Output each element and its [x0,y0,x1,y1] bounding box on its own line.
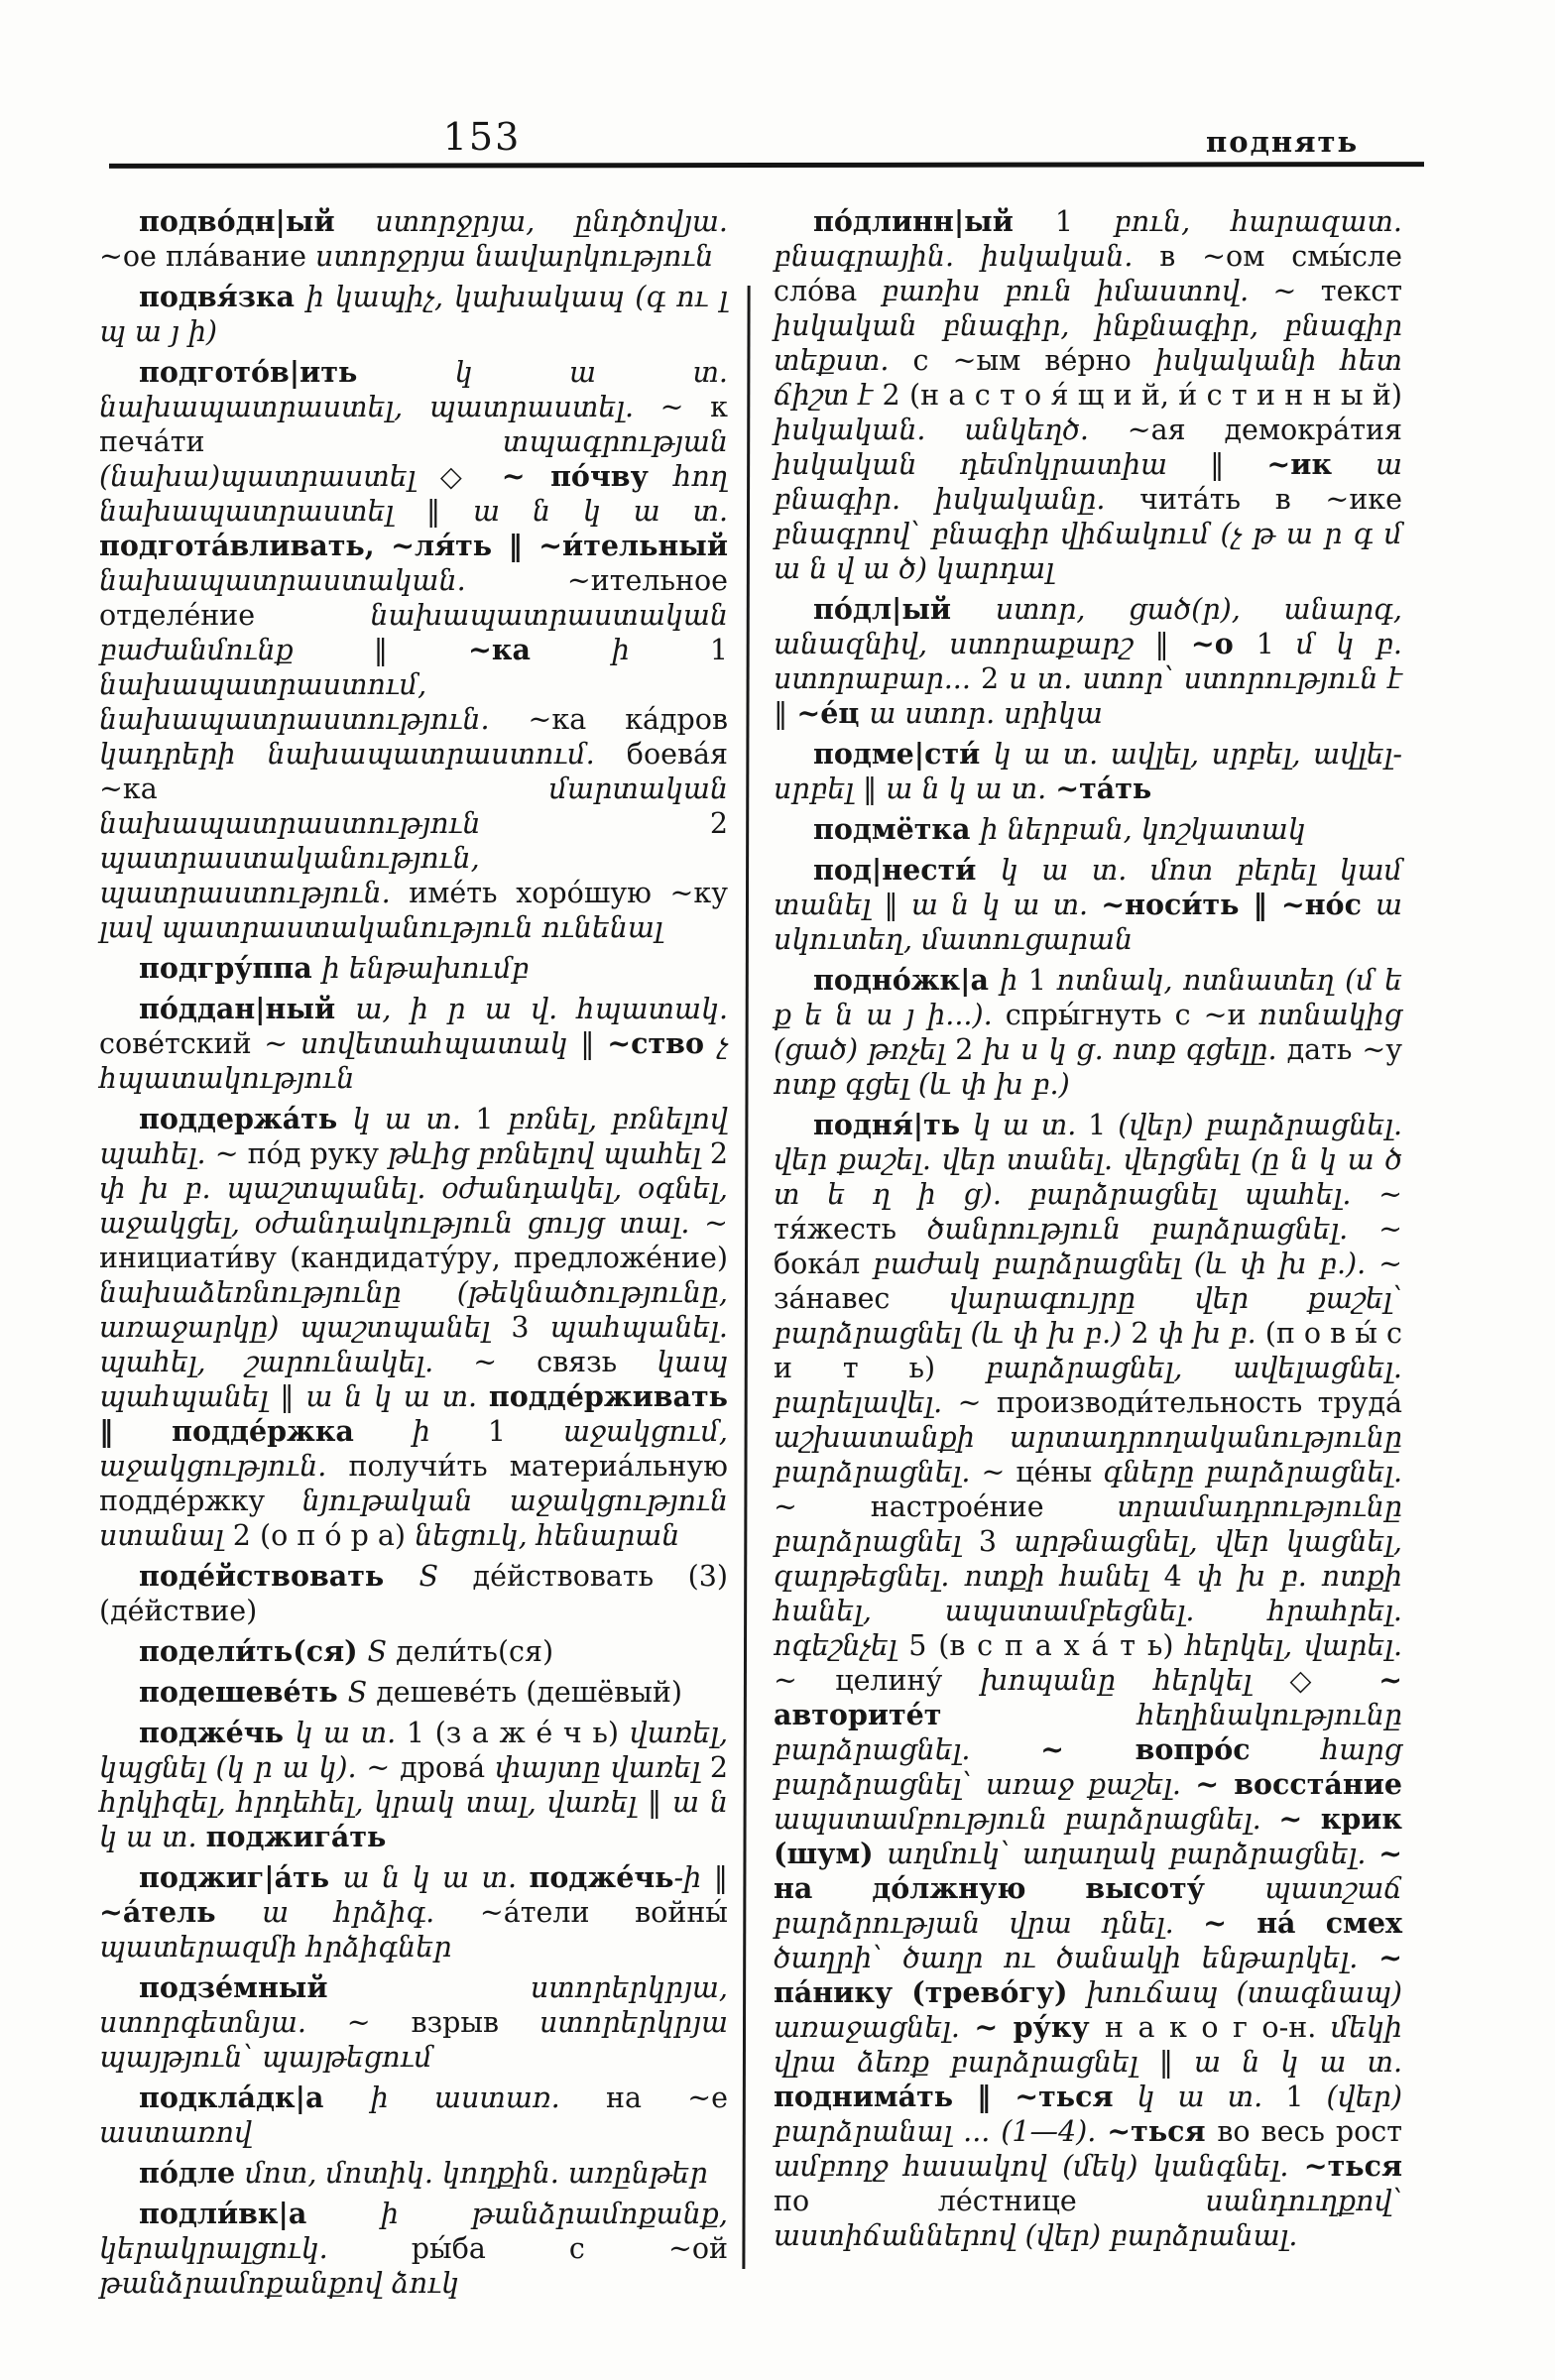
russian-text: дешеве́ть (дешёвый) [376,1676,682,1709]
armenian-text: պատրաստականություն, պատրաստություն. [99,842,480,909]
headword-text: ~та́ть [1055,772,1152,805]
armenian-text: ամբողջ հասակով (մեկ) կանգնել. [774,2150,1304,2183]
armenian-text: աստառով [99,2116,253,2149]
russian-text: ‖ [1158,2046,1195,2079]
headword-text: подже́чь [529,1860,674,1894]
russian-text: ◇ [1289,1664,1379,1697]
russian-text: ‖ [1210,448,1267,481]
armenian-text: աշխատանքի արտադրողականությունը բարձրացնել. [774,1421,1402,1488]
armenian-text: պատշաճ բարձրության վրա դնել. [774,1872,1402,1940]
column-divider [742,286,750,2269]
headword-text: по́дл|ый [813,592,996,626]
russian-text: 2 (о п о́ р а) [232,1519,416,1552]
right-column [774,204,1402,2259]
headword-text: ~ на́ смех [1203,1906,1402,1940]
russian-text: ~ инициати́ву (кандидату́ру, предложе́ние) [99,1207,728,1274]
dictionary-entry [99,1559,728,1628]
armenian-text: S [347,1676,377,1709]
armenian-text: ա ն կ ա տ. [910,889,1102,921]
russian-text: 2 [709,1751,728,1784]
armenian-text: ա ն կ ա տ. [886,773,1056,805]
headword-text: подме|сти́ [813,737,994,771]
armenian-text: խ ս կ ց. ոտք գցելը. [983,1033,1287,1066]
armenian-text: ստոր, ցած(ր), անարգ, անազնիվ, ստորաքարշ [774,593,1402,660]
armenian-text: նախաձեռնությունը (թեկնածությունը, առաջարկը) պաշտպանել [99,1276,728,1344]
armenian-text: պատերազմի հրձիգներ [99,1931,452,1964]
headword-text: ~о [1190,627,1256,660]
armenian-text: բուն, հարազատ. բնագրային. իսկական. [774,205,1402,273]
headword-text: под|нести́ [813,853,1001,887]
headword-text: ~ по́чву [501,459,674,493]
russian-text: чита́ть в ~ике [1139,483,1402,516]
russian-text: 4 [1163,1560,1197,1593]
russian-text: име́ть хоро́шую ~ку [409,877,728,909]
armenian-text: հերկել, վարել. [1185,1629,1402,1662]
russian-text: ‖ [580,1027,608,1060]
russian-text: ~ по́д руку [214,1137,389,1170]
armenian-text: ստորերկրյա պայթյուն՝ պայթեցում [99,2006,729,2074]
armenian-text: պահպանել. պահել, շարունակել. [99,1311,728,1378]
headword-text: подзе́мный [139,1970,531,2004]
page-number: 153 [442,115,522,159]
header-rule [109,162,1424,169]
russian-text: ~ тя́жесть [774,1178,1402,1246]
armenian-text: փ խ բ. պաշտպանել. օժանդակել, օգնել, աջակցել, օժանդակություն ցույց տալ. [99,1172,728,1240]
armenian-text: կապ պահպանել [99,1346,729,1413]
armenian-text: ա, ի ր ա վ. հպատակ. [355,993,729,1025]
armenian-text: ի ենթախումբ [321,952,530,985]
russian-text: ~ целину́ [774,1664,981,1697]
headword-text: ~ка [468,633,612,666]
armenian-text: ապստամբություն բարձրացնել. [774,1803,1279,1836]
russian-text: 2 [955,1033,984,1066]
headword-text: подня́|ть [813,1108,973,1141]
armenian-text: սանդուղքով՝ աստիճաններով (վեր) բարձրանալ. [774,2185,1402,2252]
armenian-text: ա ն կ ա տ. [99,1786,729,1853]
armenian-text: տրամադրությունը բարձրացնել [774,1490,1402,1558]
headword-text: ~ вопро́с [1040,1732,1322,1766]
armenian-text: փ խ բ. [1157,1317,1265,1350]
armenian-text: գները բարձրացնել. [1103,1456,1402,1488]
russian-text: боева́я ~ка [99,738,728,805]
dictionary-entry [99,2081,728,2150]
armenian-text: S [367,1635,397,1668]
left-column [99,204,728,2307]
headword-text: поднима́ть ‖ ~ться [774,2080,1137,2113]
russian-text: ◇ [439,460,502,493]
headword-text: поджига́ть [205,1820,387,1853]
armenian-text: ա բնագիր. իսկականը. [774,448,1403,516]
armenian-text: իսկական. անկեղծ. [774,414,1128,446]
dictionary-entry [99,951,728,986]
armenian-text: հրկիզել, հրդեհել, կրակ տալ, վառել [99,1786,648,1819]
armenian-text: ի ներբան, կոշկատակ [980,813,1306,846]
armenian-text: բնագրով՝ բնագիր վիճակում (չ թ ա ր գ մ ա ն վ ա ծ) կարդալ [774,518,1402,585]
armenian-text: բաժակ բարձրացնել (և փ խ բ.). [873,1248,1379,1280]
russian-text: 2 [709,807,728,840]
headword-text: ~ться [1107,2114,1218,2148]
russian-text: де́йствовать (3) (де́йствие) [99,1560,729,1627]
armenian-text: S [419,1560,473,1593]
armenian-text: մարտական նախապատրաստություն [99,773,728,840]
russian-text: ‖ [713,1861,728,1894]
armenian-text: չ հպատակություն [99,1027,728,1095]
russian-text: ~ка ка́дров [528,703,729,736]
armenian-text: թանձրամոքանքով ձուկ [99,2267,459,2300]
armenian-text: ա հրձիգ. [262,1896,480,1929]
dictionary-entry [99,1634,728,1669]
russian-text: (п о в ы́ с и т ь) [774,1317,1403,1384]
russian-text: ~ительное отделе́ние [99,564,728,632]
armenian-text: նյութական աջակցություն ստանալ [99,1485,729,1552]
headword-text: подже́чь [139,1716,296,1749]
headword-text: ~ ру́ку [974,2010,1106,2044]
russian-text: ры́ба с ~ой [411,2232,728,2265]
dictionary-entry [99,280,728,349]
russian-text: во весь рост [1217,2115,1403,2148]
armenian-text: (վեր) բարձրացնել. վեր քաշել. վեր տանել. վերցնել (ը ն կ ա ծ տ ե ղ ի ց). բարձրացնել պահել. [774,1109,1402,1211]
armenian-text: կ ա տ. [352,1103,476,1135]
armenian-text: հող նախապատրաստել [99,460,728,528]
armenian-text: նեցուկ, հենարան [415,1519,680,1552]
russian-text: ‖ [862,773,887,805]
armenian-text: աջակցում, աջակցություն. [99,1415,728,1483]
armenian-text: մոտ, մոտիկ. կողքին. առընթեր [245,2157,708,2190]
russian-text: ~ настрое́ние [774,1490,1118,1523]
headword-text: поджиг|а́ть [139,1860,343,1894]
armenian-text: ա ստոր. սրիկա [869,697,1103,730]
armenian-text: բառիս բուն իմաստով. [881,275,1273,307]
dictionary-entry [99,1970,728,2075]
russian-text: 1 [1088,1109,1119,1141]
headword-text: по́дле [139,2156,246,2190]
russian-text: 1 [1256,628,1296,660]
armenian-text: իսկականի հետ ճիշտ է [774,344,1402,412]
russian-text: ‖ [373,634,468,666]
armenian-text: փայտը վառել [494,1751,710,1784]
headword-text: ~а́тель [99,1895,263,1929]
armenian-text: փ խ բ. ոտքի հանել, ապստամբեցնել. հրահրել. ոգեշնչել [774,1560,1402,1662]
russian-text: ~ к печа́ти [99,391,728,458]
russian-text: ~ дрова́ [366,1751,495,1784]
armenian-text: բարձրացնել, ավելացնել. բարելավել. [774,1352,1402,1419]
russian-text: ~ взрыв [346,2006,539,2039]
armenian-text: ս տ. ստոր՝ ստորություն է [1009,662,1402,695]
armenian-text: մ կ բ. ստորաբար... [774,628,1402,695]
armenian-text: ի [611,634,710,666]
armenian-text: տպագրության (նախա)պատրաստել [99,425,728,493]
dictionary-entry [99,992,728,1096]
russian-text: ‖ [647,1786,672,1819]
headword-text: подво́дн|ый [139,204,376,238]
armenian-text: վարագույրը վեր քաշել՝ բարձրացնել (և փ խ բ.) [774,1282,1402,1350]
dictionary-entry [99,2156,728,2191]
russian-text: 5 (в с п а х а́ т ь) [908,1629,1186,1662]
dictionary-entry [774,853,1402,957]
armenian-text: իսկական դեմոկրատիա [774,448,1211,481]
headword-text: подешеве́ть [139,1675,348,1709]
armenian-text: կ ա տ. մոտ բերել կամ տանել [774,854,1402,921]
armenian-text: կ ա տ. [1136,2081,1286,2113]
headword-text: по́длинн|ый [813,204,1055,238]
russian-text: 1 [1285,2081,1327,2113]
russian-text: ‖ [425,495,474,528]
dictionary-entry [99,1860,728,1964]
dictionary-entry [99,1675,728,1710]
headword-text: подде́рживать ‖ подде́ржка [99,1379,729,1448]
headword-text: ~носи́ть ‖ ~но́с [1101,888,1376,921]
armenian-text: ա ն կ ա տ. [342,1861,530,1894]
dictionary-entry [99,1716,728,1854]
headword-text: поде́йствовать [139,1559,419,1593]
dictionary-entry [774,812,1402,847]
dictionary-entry [774,592,1402,731]
armenian-text: -ի [673,1861,714,1894]
armenian-text: ոտք գցել (և փ խ բ.) [774,1068,1070,1101]
armenian-text: մեկի վրա ձեռք բարձրացնել [774,2011,1402,2079]
armenian-text: կ ա տ. [295,1717,407,1749]
russian-text: дать ~у [1286,1033,1403,1066]
armenian-text: նախապատրաստում, նախապատրաստություն. [99,668,529,736]
dictionary-entry [774,204,1402,586]
armenian-text: ի կապիչ, կախակապ (գ ու լ պ ա յ ի) [99,281,728,348]
russian-text: ~ производи́тельность труда́ [957,1386,1402,1419]
russian-text: 3 [978,1525,1015,1558]
russian-text: ~ бока́л [774,1213,1402,1280]
headword-text: подгру́ппа [139,951,322,985]
russian-text: 2 [1131,1317,1158,1350]
dictionary-entry [99,2197,728,2301]
headword-text: подвя́зка [139,280,306,313]
russian-text: ~ая демокра́тия [1127,414,1402,446]
armenian-text: ծանրություն բարձրացնել. [926,1213,1379,1246]
armenian-text: իսկական բնագիր, ինքնագիր, բնագիր տեքստ. [774,309,1402,377]
russian-text: 1 [1027,964,1057,997]
russian-text: сове́тский ~ [99,1027,300,1060]
russian-text: н а к о г о-н. [1105,2011,1331,2044]
armenian-text: վառել, կպցնել (կ ր ա կ). [99,1717,729,1784]
headword-text: ~ на до́лжную высоту́ [774,1837,1402,1905]
russian-text: ‖ [884,889,911,921]
russian-text: 2 (н а с т о я́ щ и й, и́ с т и н н ы й) [882,379,1402,412]
headword-text: подмётка [813,812,981,846]
headword-text: ~ авторите́т [774,1663,1402,1731]
armenian-text: հեղինակությունը բարձրացնել. [774,1699,1402,1766]
dictionary-entry [99,355,728,945]
headword-text: поддержа́ть [139,1102,353,1135]
headword-text: ~ восста́ние [1195,1767,1402,1801]
russian-text: 3 [511,1311,550,1344]
armenian-text: կ ա տ. ավլել, սրբել, ավլել-սրբել [774,738,1402,805]
armenian-text: կ ա տ. [972,1109,1089,1141]
dictionary-entry [99,1102,728,1553]
armenian-text: աղմուկ՝ աղաղակ բարձրացնել. [887,1838,1379,1870]
headword-text: ~ па́нику (трево́гу) [774,1941,1402,2009]
russian-text: по ле́стнице [774,2185,1206,2217]
russian-text: 1 [487,1415,564,1448]
headword-text: подли́вк|а [139,2197,381,2230]
armenian-text: ա ն կ ա տ. [1194,2046,1403,2079]
russian-text: 1 [475,1103,508,1135]
armenian-text: ոտնակից (ցած) թռչել [774,999,1402,1066]
armenian-text: սովետահպատակ [299,1027,581,1060]
russian-text: дели́ть(ся) [396,1635,554,1668]
headword-text: подкла́дк|а [139,2081,371,2114]
armenian-text: (վեր) բարձրանալ ... (1—4). [774,2081,1402,2148]
headword-text: подгото́в|ить [139,355,455,389]
armenian-text: խուճապ (տագնապ) առաջացնել. [774,1976,1402,2044]
armenian-text: ի աստառ. [370,2082,606,2114]
headword-text: подгота́вливать, ~ля́ть ‖ ~и́тельный [99,529,728,562]
russian-text: на ~е [605,2082,728,2114]
russian-text: ‖ [1154,628,1191,660]
dictionary-entry [774,1108,1402,2253]
armenian-text: ոտնակ, ոտնատեղ (մ ե ք ե ն ա յ ի...). [774,964,1402,1031]
russian-text: получи́ть материа́льную подде́ржку [99,1450,728,1517]
armenian-text: կադրերի նախապատրաստում. [99,738,627,771]
headword-text: подели́ть(ся) [139,1634,368,1668]
armenian-text: նախապատրաստական. [99,564,567,597]
russian-text: ~а́тели войны́ [479,1896,728,1929]
armenian-text: ստորջրյա, ընդծովյա. [375,205,728,238]
armenian-text: լավ պատրաստականություն ունենալ [99,911,663,944]
russian-text: ~ текст [1272,275,1402,307]
armenian-text: ա ն կ ա տ. [305,1380,489,1413]
russian-text: спры́гнуть с ~и [1005,999,1259,1031]
russian-text: ‖ [774,697,797,730]
russian-text: 2 [981,662,1010,695]
armenian-text: ծաղրի՝ ծաղր ու ծանակի ենթարկել. [774,1942,1379,1974]
russian-text: ‖ [280,1380,306,1413]
armenian-text: կ ա տ. նախապատրաստել, պատրաստել. [99,356,728,423]
headword-text: подно́жк|а [813,963,1001,997]
armenian-text: ի [1000,964,1028,997]
headword-text: ~ство [607,1026,718,1060]
armenian-text: ի թանձրամոքանք, կերակրալցուկ. [99,2198,728,2265]
armenian-text: նախապատրաստական բաժանմունք [99,599,728,666]
headword-text: ~ крик (шум) [774,1802,1402,1870]
armenian-text: ստորերկրյա, ստորգետնյա. [99,1971,728,2039]
headword-text: ~ться [1303,2149,1402,2183]
armenian-text: ի [412,1415,488,1448]
russian-text: в ~ом смы́сле сло́ва [774,240,1402,307]
armenian-text: թևից բռնելով պահել [388,1137,710,1170]
dictionary-entry [99,204,728,274]
russian-text: ~ за́навес [774,1248,1402,1315]
russian-text: ~ це́ны [981,1456,1104,1488]
armenian-text: բռնել, բռնելով պահել. [99,1103,728,1170]
armenian-text: ա ն կ ա տ. [473,495,729,528]
armenian-text: արթնացնել, վեր կացնել, զարթեցնել. ոտքի հանել [774,1525,1402,1593]
russian-text: ~ связь [473,1346,658,1378]
guide-word: поднять [1206,125,1360,159]
armenian-text: խոպանը հերկել [980,1664,1290,1697]
headword-text: по́ддан|ный [139,992,356,1025]
dictionary-entry [774,963,1402,1102]
headword-text: ~ик [1266,447,1376,481]
russian-text: 1 (з а ж е́ ч ь) [406,1717,630,1749]
russian-text: 2 [709,1137,728,1170]
armenian-text: ստորջրյա նավարկություն [315,240,714,273]
dictionary-entry [774,737,1402,806]
headword-text: ~е́ц [796,696,870,730]
russian-text: с ~ым ве́рно [912,344,1155,377]
russian-text: 1 [709,634,728,666]
russian-text: 1 [1054,205,1115,238]
armenian-text: հարց բարձրացնել՝ առաջ քաշել. [774,1733,1402,1801]
russian-text: ~ое пла́вание [99,240,316,273]
armenian-text: ա սկուտեղ, մատուցարան [774,889,1402,956]
